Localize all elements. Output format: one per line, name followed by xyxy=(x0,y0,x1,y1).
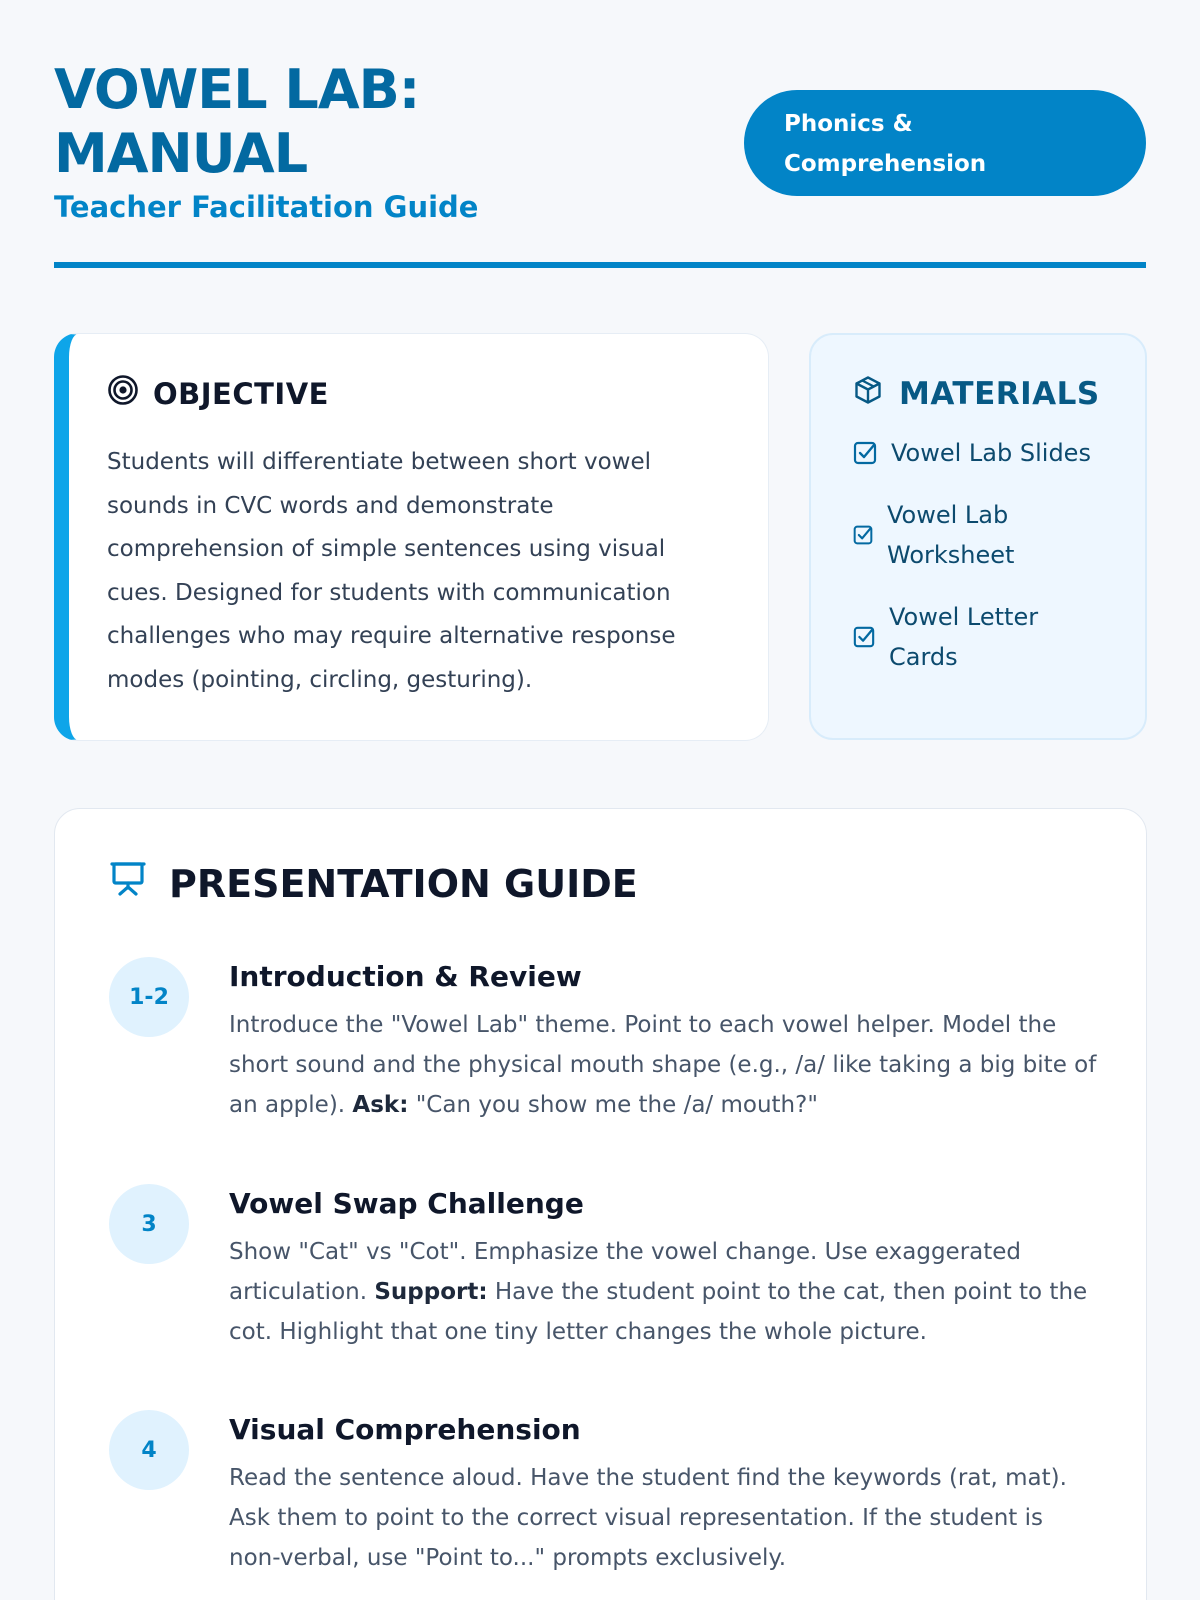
materials-item-label: Vowel Lab Worksheet xyxy=(887,501,1015,569)
step-text-part: "Can you show me the /a/ mouth?" xyxy=(408,1092,818,1118)
title-line-1: VOWEL LAB: xyxy=(54,58,420,121)
box-icon xyxy=(853,375,883,413)
step-body xyxy=(229,1184,1099,1352)
step-text xyxy=(229,1458,1099,1578)
materials-item xyxy=(853,495,1121,575)
materials-heading xyxy=(853,375,1121,413)
step-text-part: Introduce the "Vowel Lab" theme. Point to each vowel helper. Model the short sound and the physical mouth shape (e.g., /a/ like taking a big bite of an apple). xyxy=(229,1012,1097,1118)
materials-item-label: Vowel Letter Cards xyxy=(889,603,1039,671)
step-title: Introduction & Review xyxy=(229,960,582,993)
checkbox-icon xyxy=(853,525,873,545)
step-text-part: Show "Cat" vs "Cot". Emphasize the vowel change. Use exaggerated articulation. xyxy=(229,1239,1022,1305)
header xyxy=(54,0,1146,268)
title-line-2: MANUAL xyxy=(54,122,308,185)
step-text-part: Have the student point to the cat, then point to the cot. Highlight that one tiny letter changes the whole picture. xyxy=(229,1279,1088,1345)
materials-card xyxy=(809,333,1147,740)
materials-item-label: Vowel Lab Slides xyxy=(891,439,1091,467)
step-body xyxy=(229,1410,1099,1578)
page-subtitle: Teacher Facilitation Guide xyxy=(54,190,479,224)
checkbox-icon xyxy=(853,626,875,648)
step-body xyxy=(229,957,1099,1125)
subject-tag-line-2: Comprehension xyxy=(784,151,987,177)
objective-card xyxy=(54,333,769,741)
presentation-guide-heading xyxy=(109,861,1092,906)
step-number-badge: 1-2 xyxy=(109,957,189,1037)
objective-heading xyxy=(107,374,732,413)
step-title: Vowel Swap Challenge xyxy=(229,1187,584,1220)
page-title xyxy=(54,58,419,186)
presentation-guide-heading-label: PRESENTATION GUIDE xyxy=(169,861,638,906)
objective-text: Students will differentiate between short vowel sounds in CVC words and demonstrate comprehension of simple sentences using visual cues. Designed for students with communication challenges who may require alternative response modes (pointing, circling, gesturing). xyxy=(107,449,676,693)
checkbox-icon xyxy=(853,441,877,465)
target-icon xyxy=(107,374,139,413)
materials-list xyxy=(853,433,1121,677)
step-text xyxy=(229,1232,1099,1352)
step-number-badge: 3 xyxy=(109,1184,189,1264)
presentation-guide-card xyxy=(54,808,1147,1600)
materials-heading-label: MATERIALS xyxy=(899,376,1100,412)
materials-item xyxy=(853,433,1121,473)
subject-tag-line-1: Phonics & xyxy=(784,111,913,137)
materials-item xyxy=(853,597,1121,677)
step-title: Visual Comprehension xyxy=(229,1413,581,1446)
step-text-emphasis: Support: xyxy=(374,1279,488,1305)
subject-tag xyxy=(744,90,1146,196)
step-text xyxy=(229,1005,1099,1125)
presentation-board-icon xyxy=(109,861,147,906)
step-number-badge: 4 xyxy=(109,1410,189,1490)
objective-heading-label: OBJECTIVE xyxy=(153,376,329,411)
step-text-emphasis: Ask: xyxy=(352,1092,409,1118)
step-text-part: Read the sentence aloud. Have the student find the keywords (rat, mat). Ask them to point to the correct visual representation. If the student is non-verbal, use "Point to..." prompts exclusively. xyxy=(229,1465,1067,1571)
